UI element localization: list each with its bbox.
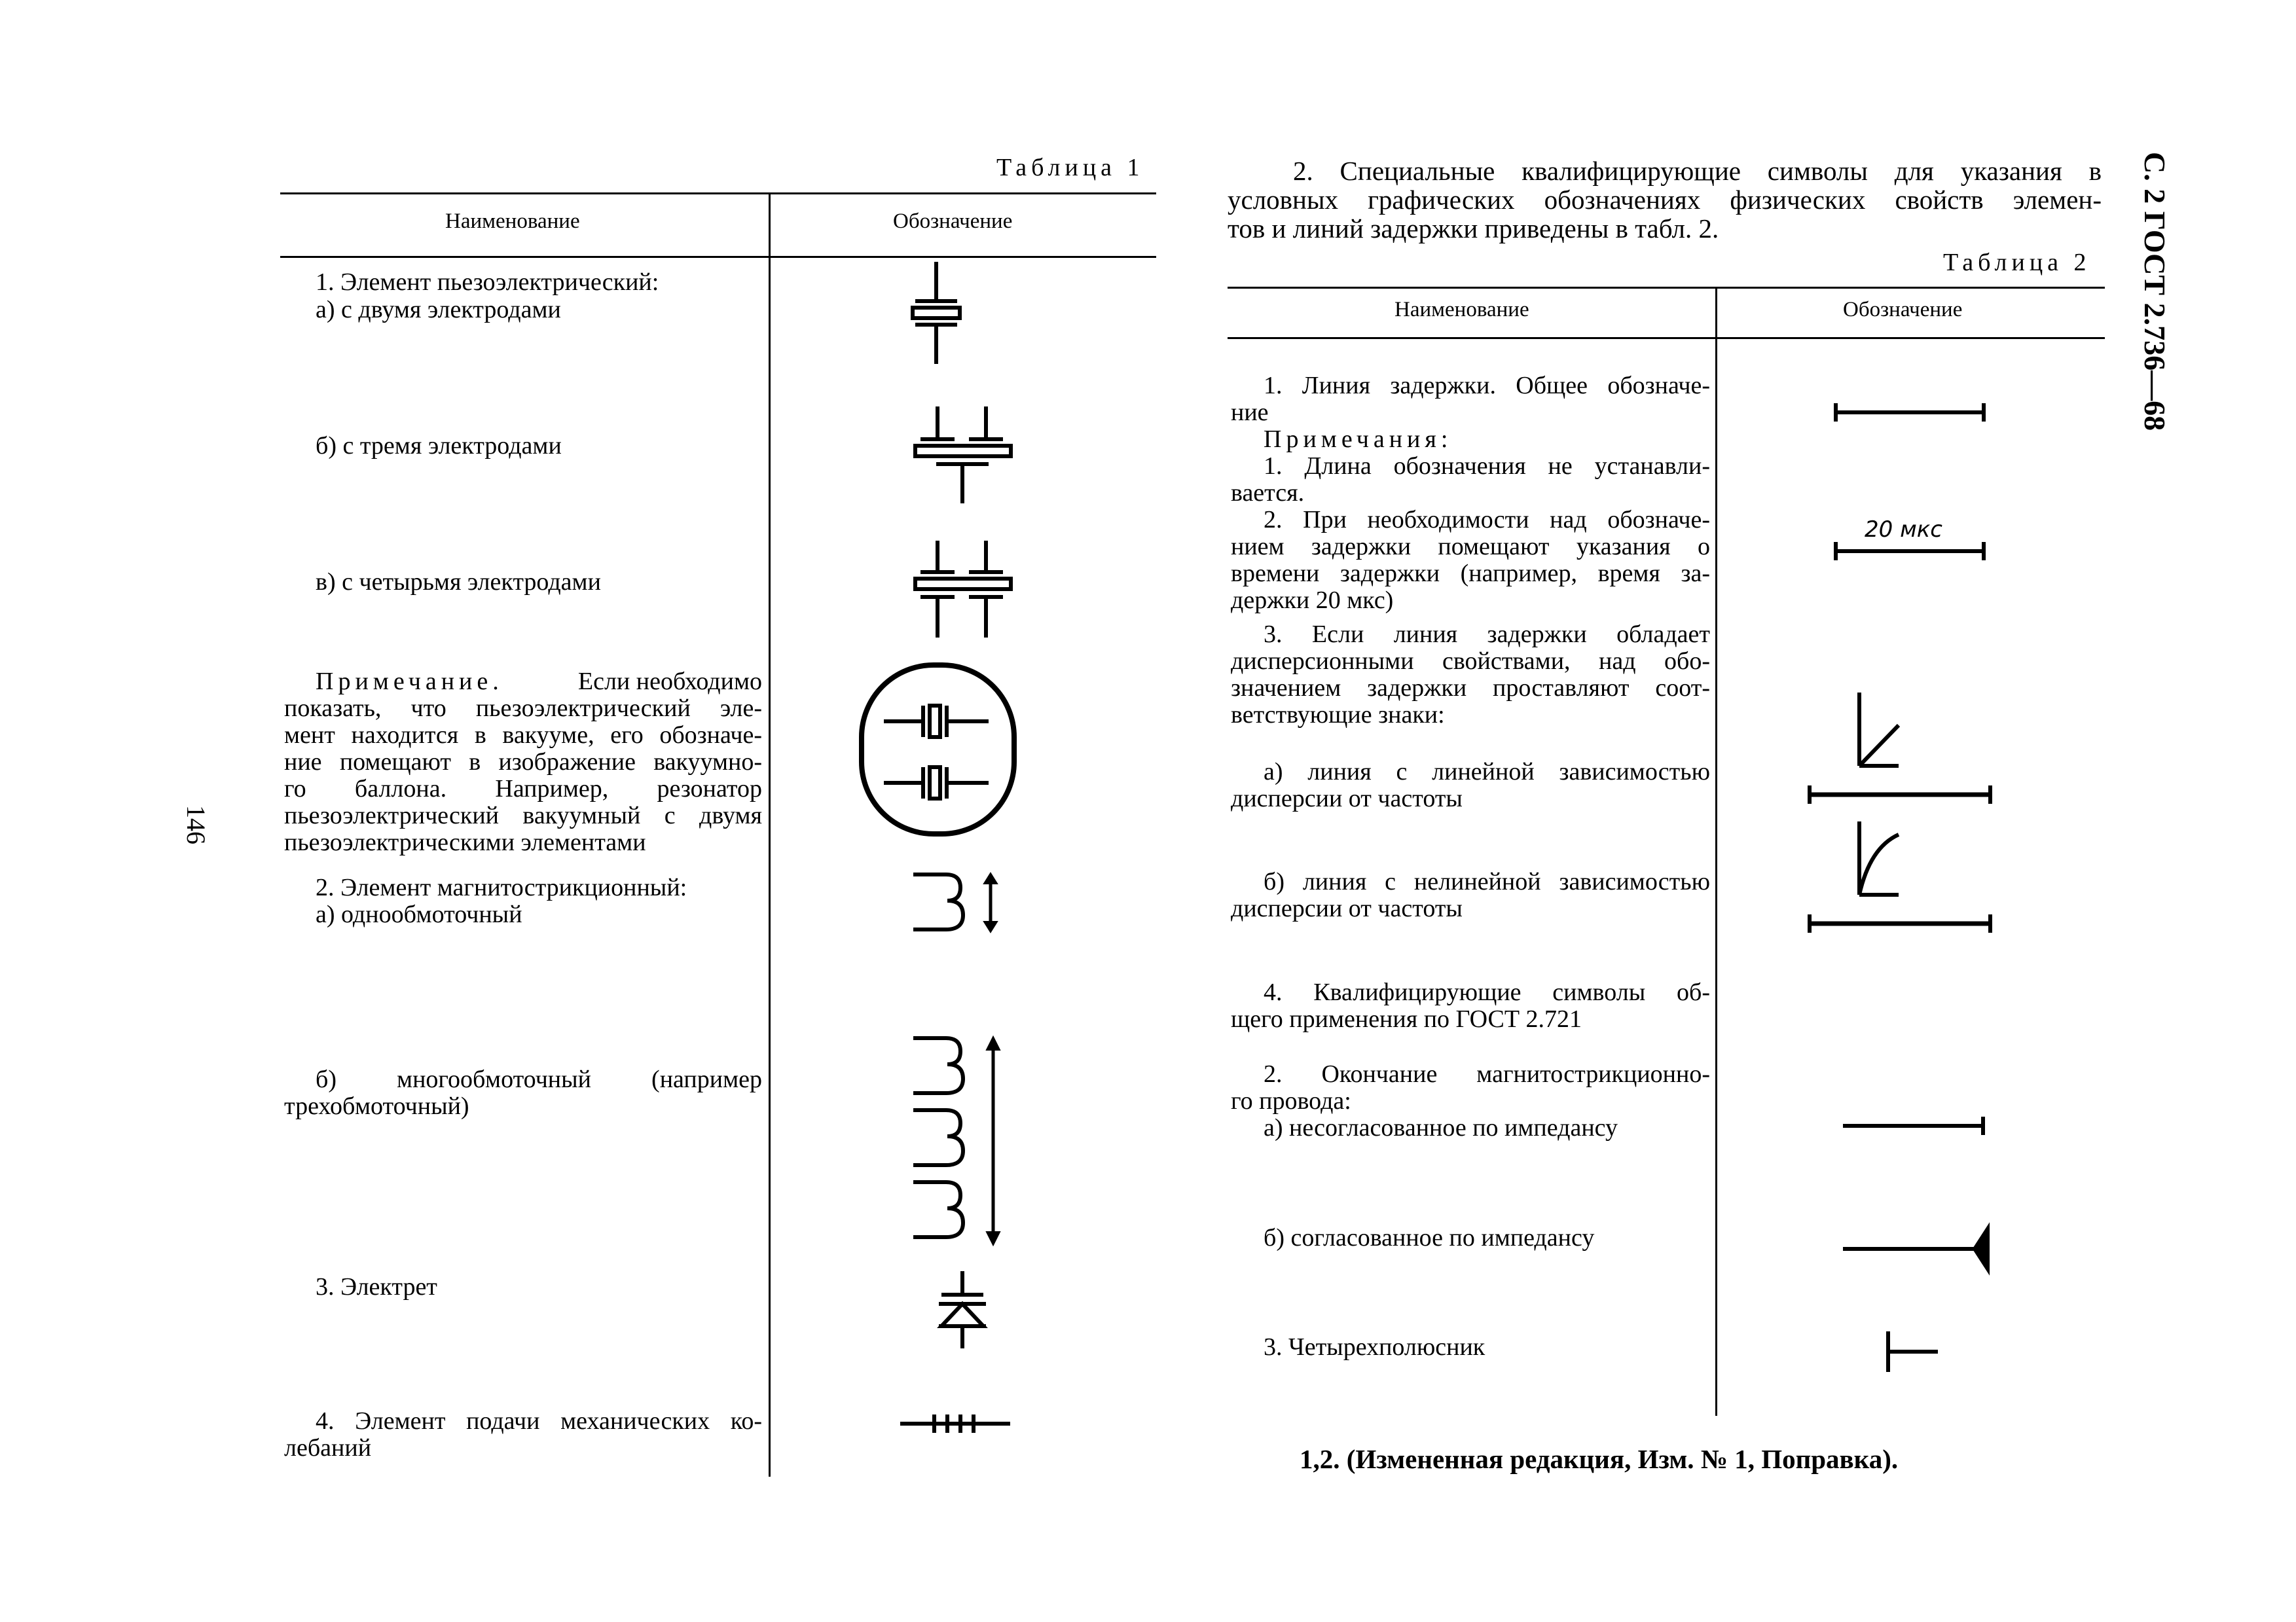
general-qualifiers-line2: щего применения по ГОСТ 2.721: [1231, 1005, 1582, 1033]
table-2-column-divider: [1715, 287, 1717, 1416]
table-1-top-rule: [280, 192, 1156, 194]
wire-end-matched: б) согласованное по импедансу: [1264, 1224, 1595, 1252]
wire-end-unmatched: а) несогласованное по импедансу: [1264, 1114, 1618, 1142]
note1-line1: 1. Длина обозначения не устанавли-: [1264, 452, 1710, 480]
note-vacuum-line3: мент находится в вакууме, его обозначе-: [284, 721, 762, 749]
row-piezo-two-electrodes: а) с двумя электродами: [316, 296, 561, 323]
row-mech-feed-line2: лебаний: [284, 1434, 372, 1462]
notes-label: Примечания:: [1264, 425, 1453, 453]
matched-end-symbol: [1843, 1223, 1990, 1275]
note3b-line1: б) линия с нелинейной зависимостью: [1264, 868, 1710, 895]
row-piezo-four-electrodes: в) с четырьмя электродами: [316, 568, 601, 596]
delay-line-symbol: [1833, 399, 1990, 425]
note3-line4: ветствующие знаки:: [1231, 701, 1445, 729]
table-2-caption: Таблица 2: [1943, 249, 2091, 276]
note-vacuum-line1: [316, 668, 762, 695]
note1-line2: вается.: [1231, 479, 1305, 507]
intro-line1: 2. Специальные квалифицирующие символы для указания в: [1293, 156, 2102, 186]
linear-dispersion-symbol: [1807, 693, 1997, 810]
note2-line4: держки 20 мкс): [1231, 586, 1394, 614]
four-pole-symbol: [1879, 1329, 1944, 1375]
table-1-header-symbol: Обозначение: [893, 209, 1013, 233]
note3-line3: значением задержки проставляют соот-: [1231, 674, 1710, 702]
row-magnetostrictive-title: 2. Элемент магнитострикционный:: [316, 874, 687, 901]
table-2-header-symbol: Обозначение: [1843, 298, 1963, 321]
page-number: 146: [181, 805, 211, 844]
table-1-header-rule: [280, 256, 1156, 258]
mech-feed-symbol: [900, 1411, 1011, 1437]
vacuum-resonator-symbol: [858, 661, 1018, 838]
note-line1-tail: Если необходимо: [577, 668, 762, 695]
general-qualifiers-line1: 4. Квалифицирующие символы об-: [1264, 979, 1710, 1006]
note3a-line2: дисперсии от частоты: [1231, 785, 1463, 812]
amendment-footer: 1,2. (Измененная редакция, Изм. № 1, Поправка).: [1300, 1444, 1899, 1474]
electret-symbol: [930, 1271, 995, 1350]
four-pole: 3. Четырехполюсник: [1264, 1333, 1485, 1361]
piezo-four-electrodes-symbol: [910, 538, 1021, 649]
row-mech-feed-line1: 4. Элемент подачи механических ко-: [316, 1407, 762, 1435]
intro-line3: тов и линий задержки приведены в табл. 2.: [1228, 213, 1719, 243]
row-piezo-three-electrodes: б) с тремя электродами: [316, 432, 562, 460]
piezo-three-electrodes-symbol: [910, 403, 1021, 507]
delay-time-label: 20 мкс: [1865, 516, 1942, 543]
note2-line1: 2. При необходимости над обозначе-: [1264, 506, 1710, 533]
delay-line-with-time-symbol: [1833, 538, 1990, 564]
note-label: Примечание.: [316, 668, 503, 695]
wire-end-line2: го провода:: [1231, 1087, 1351, 1115]
note-vacuum-line7: пьезоэлектрическими элементами: [284, 829, 646, 856]
magnetostrictive-single-symbol: [913, 871, 1011, 936]
unmatched-end-symbol: [1843, 1113, 1990, 1139]
note3-line2: дисперсионными свойствами, над обо-: [1231, 647, 1710, 675]
row-magnetostrictive-single: а) однообмоточный: [316, 901, 522, 928]
note-vacuum-line6: пьезоэлектрический вакуумный с двумя: [284, 802, 762, 829]
note-vacuum-line5: го баллона. Например, резонатор: [284, 775, 762, 802]
row-magnetostrictive-multi-line2: трехобмоточный): [284, 1092, 469, 1120]
delay-line-general-line2: ние: [1231, 399, 1269, 426]
delay-line-general-line1: 1. Линия задержки. Общее обозначе-: [1264, 372, 1710, 399]
nonlinear-dispersion-symbol: [1807, 821, 1997, 939]
table-1-header-name: Наименование: [445, 209, 580, 233]
table-1-caption: Таблица 1: [996, 154, 1144, 181]
note3-line1: 3. Если линия задержки обладает: [1264, 621, 1710, 648]
note2-line3: времени задержки (например, время за-: [1231, 560, 1710, 587]
table-2-header-rule: [1228, 337, 2105, 339]
table-1-column-divider: [769, 192, 771, 1477]
note-vacuum-line2: показать, что пьезоэлектрический эле-: [284, 694, 762, 722]
row-magnetostrictive-multi-line1: б) многообмоточный (например: [316, 1066, 762, 1093]
running-head: С. 2 ГОСТ 2.736—68: [2138, 152, 2172, 431]
intro-line2: условных графических обозначениях физических свойств элемен-: [1228, 185, 2102, 215]
table-2-top-rule: [1228, 287, 2105, 289]
row-piezo-title: 1. Элемент пьезоэлектрический:: [316, 268, 659, 296]
table-2-header-name: Наименование: [1394, 298, 1529, 321]
note2-line2: нием задержки помещают указания о: [1231, 533, 1710, 560]
wire-end-line1: 2. Окончание магнитострикционно-: [1264, 1060, 1710, 1088]
note-vacuum-line4: ние помещают в изображение вакуумно-: [284, 748, 762, 776]
row-electret: 3. Электрет: [316, 1273, 437, 1301]
magnetostrictive-multi-symbol: [913, 1034, 1011, 1250]
note3a-line1: а) линия с линейной зависимостью: [1264, 758, 1710, 785]
piezo-two-electrodes-symbol: [903, 262, 969, 367]
note3b-line2: дисперсии от частоты: [1231, 895, 1463, 922]
